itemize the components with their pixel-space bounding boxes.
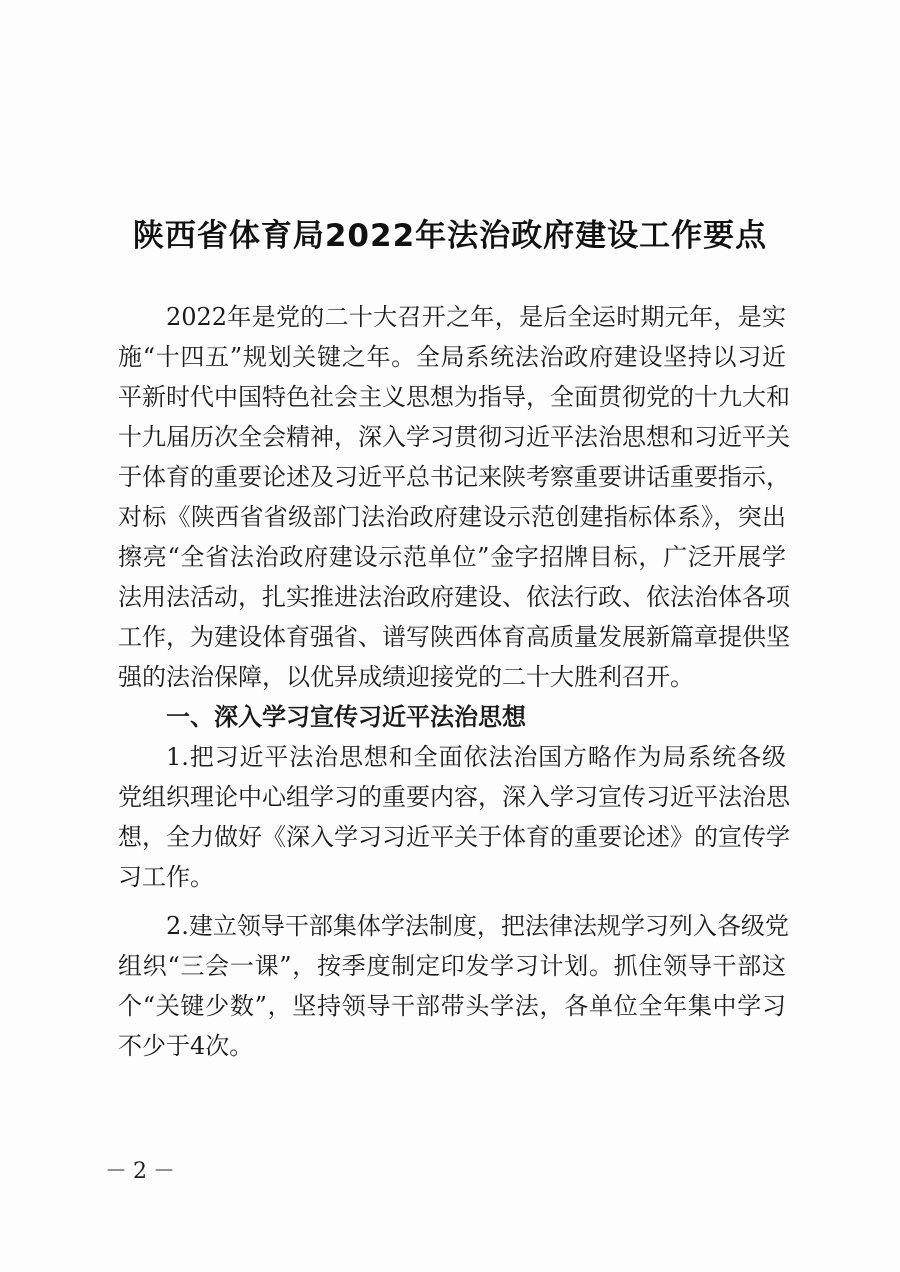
item-2-line: 组织“三会一课”，按季度制定印发学习计划。抓住领导干部这: [118, 952, 786, 980]
item-1-line: 党组织理论中心组学习的重要内容，深入学习宣传习近平法治思: [118, 783, 790, 811]
intro-line: 工作，为建设体育强省、谱写陕西体育高质量发展新篇章提供坚: [118, 623, 790, 651]
intro-line: 施“十四五”规划关键之年。全局系统法治政府建设坚持以习近: [118, 343, 786, 371]
intro-line: 强的法治保障，以优异成绩迎接党的二十大胜利召开。: [118, 663, 694, 691]
item-2-line: 个“关键少数”，坚持领导干部带头学法，各单位全年集中学习: [118, 992, 786, 1020]
item-2-line: 不少于4次。: [118, 1032, 254, 1060]
item-2-line: 2.建立领导干部集体学法制度，把法律法规学习列入各级党: [166, 912, 789, 940]
intro-line: 擦亮“全省法治政府建设示范单位”金字招牌目标，广泛开展学: [118, 543, 786, 571]
intro-line: 法用法活动，扎实推进法治政府建设、依法行政、依法治体各项: [118, 583, 790, 611]
document-title: 陕西省体育局2022年法治政府建设工作要点: [132, 218, 768, 254]
intro-line: 对标《陕西省省级部门法治政府建设示范创建指标体系》，突出: [118, 503, 786, 531]
intro-line: 2022年是党的二十大召开之年，是后全运时期元年，是实: [166, 303, 786, 331]
intro-line: 平新时代中国特色社会主义思想为指导，全面贯彻党的十九大和: [118, 383, 790, 411]
section-heading: 一、深入学习宣传习近平法治思想: [166, 703, 526, 731]
page-number: －2－: [105, 1159, 181, 1184]
item-1-line: 1.把习近平法治思想和全面依法治国方略作为局系统各级: [166, 743, 786, 771]
item-1-line: 习工作。: [118, 863, 214, 891]
intro-line: 十九届历次全会精神，深入学习贯彻习近平法治思想和习近平关: [118, 423, 790, 451]
item-1-line: 想，全力做好《深入学习习近平关于体育的重要论述》的宣传学: [118, 823, 790, 851]
document-body: [118, 297, 790, 1066]
intro-line: 于体育的重要论述及习近平总书记来陕考察重要讲话重要指示，: [118, 463, 790, 491]
